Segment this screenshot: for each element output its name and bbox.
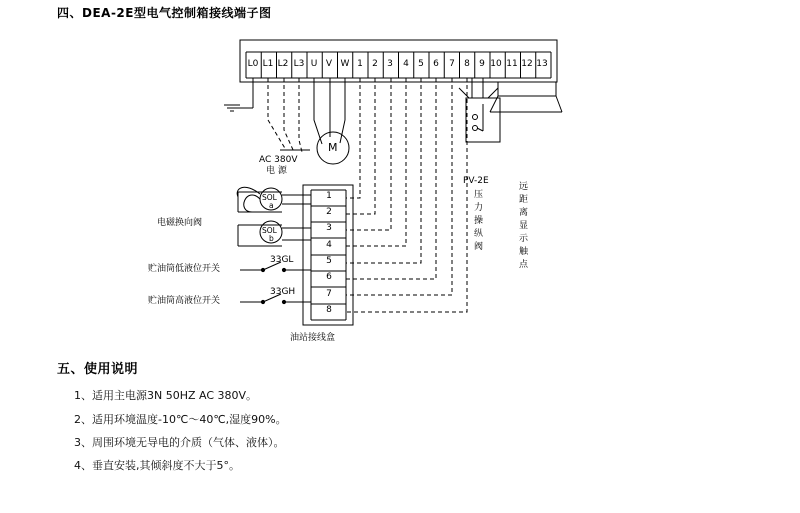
sol-a-sub: a [269, 201, 274, 210]
terminal-label: U [310, 59, 318, 69]
remote-display-char: 显 [519, 221, 529, 231]
remote-display-char: 点 [519, 260, 529, 270]
junction-number: 3 [326, 223, 332, 233]
pv2e-char: 力 [474, 203, 484, 213]
remote-display-char: 示 [519, 234, 529, 244]
usage-item: 2、适用环境温度-10℃～40℃,湿度90%。 [74, 413, 287, 426]
junction-number: 7 [326, 289, 332, 299]
junction-number: 2 [326, 207, 332, 217]
terminal-label: L1 [262, 59, 274, 69]
usage-title: 五、使用说明 [57, 362, 139, 377]
junction-number: 1 [326, 191, 332, 201]
high-level-switch-label: 贮油筒高液位开关 [148, 296, 221, 306]
terminal-label: 12 [521, 59, 533, 69]
switch-low-code: 33GL [270, 255, 294, 265]
switch-high-code: 33GH [270, 287, 296, 297]
pv2e-char: 操 [474, 216, 484, 226]
terminal-label: 10 [490, 59, 502, 69]
terminal-label: 1 [357, 59, 363, 69]
terminal-label: 2 [372, 59, 378, 69]
remote-display-char: 触 [519, 247, 529, 257]
supply-label-line1: AC 380V [259, 155, 298, 165]
usage-item: 4、垂直安装,其倾斜度不大于5°。 [74, 459, 240, 472]
remote-display-char: 远 [519, 182, 529, 192]
pv2e-label: PV-2E [463, 176, 489, 186]
terminal-label: L3 [293, 59, 305, 69]
sol-b-sub: b [269, 234, 274, 243]
terminal-label: 13 [536, 59, 548, 69]
terminal-label: L2 [277, 59, 289, 69]
remote-display-char: 距 [519, 195, 529, 205]
terminal-label: 6 [433, 59, 439, 69]
terminal-label: 7 [449, 59, 455, 69]
usage-item: 1、适用主电源3N 50HZ AC 380V。 [74, 389, 258, 402]
usage-item: 3、周围环境无导电的介质（气体、液体）。 [74, 436, 285, 449]
junction-box-caption: 油站接线盒 [290, 333, 336, 343]
junction-number: 8 [326, 305, 332, 315]
terminal-label: 3 [387, 59, 393, 69]
terminal-label: V [325, 59, 333, 69]
low-level-switch-label: 贮油筒低液位开关 [148, 264, 221, 274]
sol-b-label: SOL [262, 226, 277, 235]
sol-a-label: SOL [262, 193, 277, 202]
terminal-label: W [340, 59, 350, 69]
terminal-label: 11 [506, 59, 518, 69]
section-title: 四、DEA-2E型电气控制箱接线端子图 [57, 6, 272, 20]
junction-number: 6 [326, 272, 332, 282]
solenoid-valve-label: 电磁换向阀 [157, 218, 203, 228]
terminal-label: 8 [464, 59, 470, 69]
junction-number: 5 [326, 256, 332, 266]
terminal-label: 5 [418, 59, 424, 69]
pv2e-char: 纵 [474, 229, 484, 239]
supply-label-line2: 电 源 [266, 166, 287, 176]
terminal-label: L0 [247, 59, 259, 69]
pv2e-char: 阀 [474, 242, 484, 252]
terminal-label: 4 [403, 59, 409, 69]
terminal-label: 9 [479, 59, 485, 69]
motor-symbol: M [328, 141, 338, 154]
junction-number: 4 [326, 240, 332, 250]
remote-display-char: 离 [519, 208, 529, 218]
pv2e-char: 压 [474, 190, 484, 200]
